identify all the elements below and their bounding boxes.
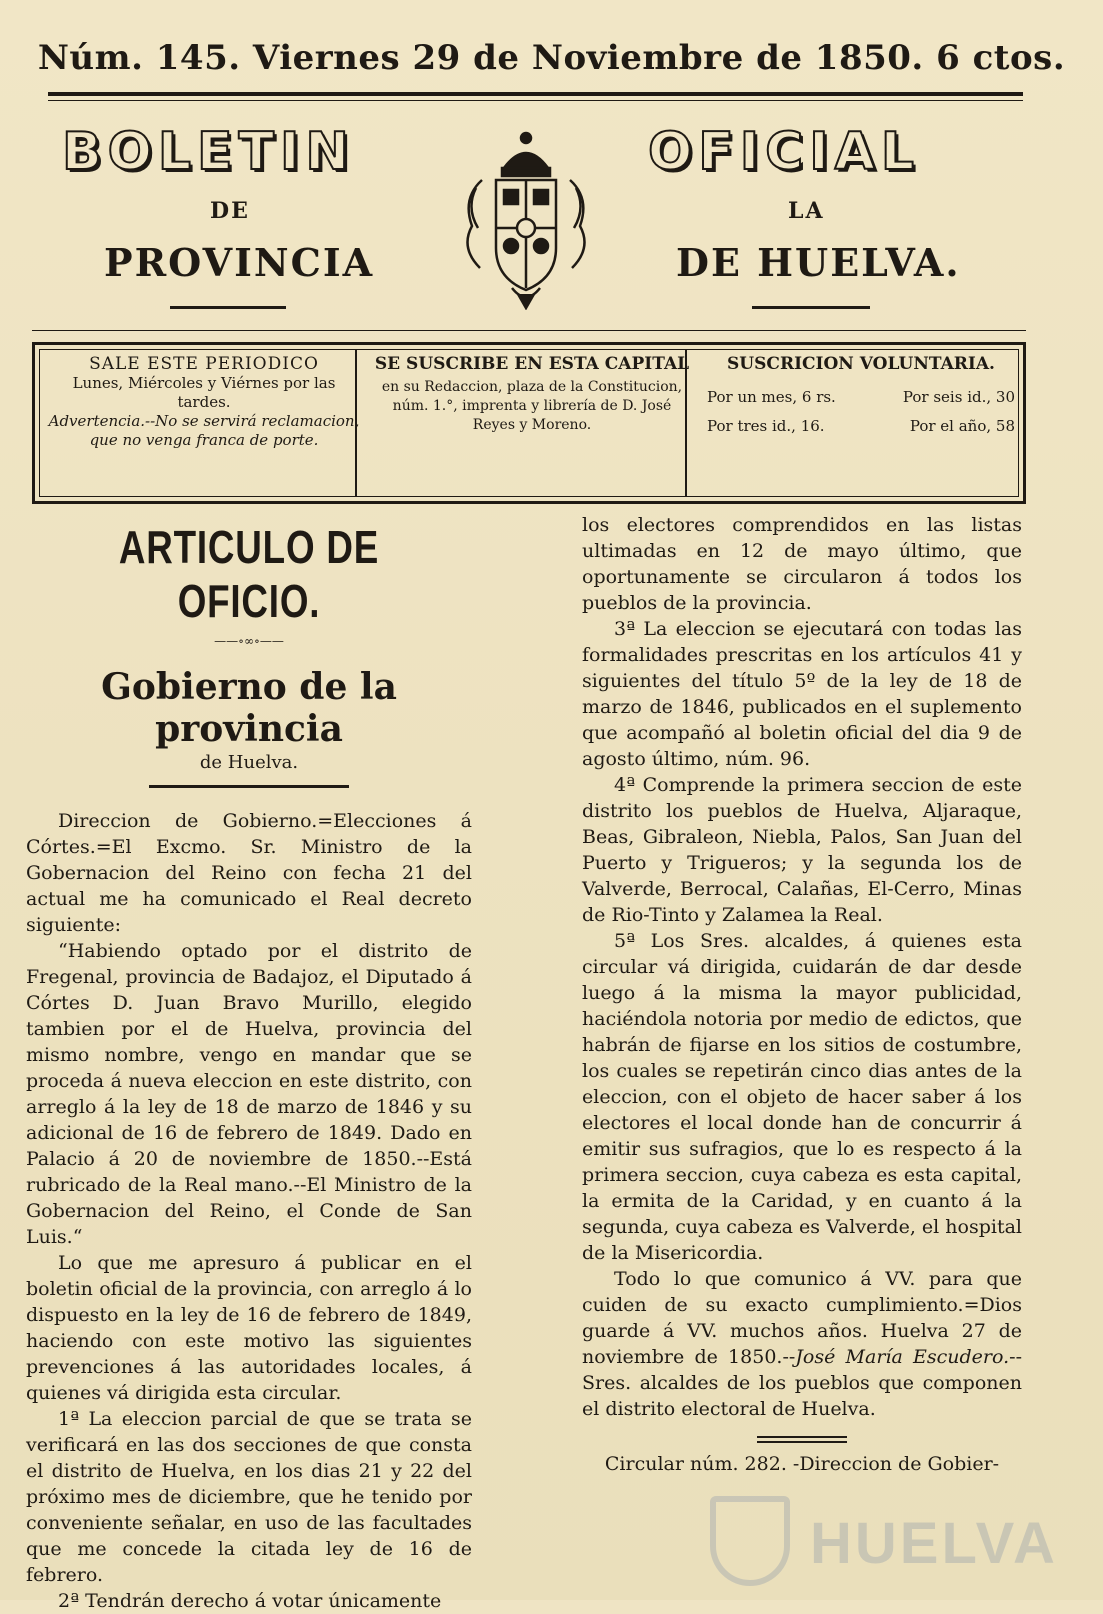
price-one-month: Por un mes, 6 rs. — [707, 388, 836, 406]
masthead-de-huelva: DE HUELVA. — [676, 240, 961, 285]
paragraph: 5ª Los Sres. alcaldes, á quienes esta circular vá dirigida, cuidarán de dar desde luego á la misma la mayor publicidad, haciéndola notoria por medio de edictos, que habrán de fijarse en los sitios de costumbre, los cuales se repetirán cinco dias antes de la eleccion, con el objeto de hacer saber á los electores el local donde han de concurrir á emitir sus sufragios, que lo es respecto á la primera seccion, cuya cabeza es esta capital, la ermita de la Caridad, y en cuanto á la segunda, cuya cabeza es Valverde, el hospital de la Misericordia. — [582, 930, 1022, 1264]
paragraph: 2ª Tendrán derecho á votar únicamente — [58, 1590, 442, 1612]
signature: José María Escudero. — [795, 1346, 1010, 1368]
price-one-year: Por el año, 58 — [909, 417, 1015, 435]
paragraph: “Habiendo optado por el distrito de Fregenal, provincia de Badajoz, el Diputado á Córtes D. Juan Bravo Murillo, elegido tambien por el de Huelva, provincia del mismo nombre, vengo en mandar que se proceda á nueva eleccion en este distrito, con arreglo á la ley de 18 de marzo de 1846 y su adicional de 16 de febrero de 1849. Dado en Palacio á 20 de noviembre de 1850.--Está rubricado de la Real mano.--El Ministro de la Gobernacion del Reino, el Conde de San Luis.“ — [26, 940, 472, 1248]
archive-watermark — [700, 1492, 1058, 1592]
advertencia-label: Advertencia. — [48, 412, 146, 430]
subscription-heading: SE SUSCRIBE EN ESTA CAPITAL — [374, 354, 690, 374]
article-column-right — [582, 512, 1022, 1477]
section-divider — [149, 785, 349, 788]
masthead-word-boletin: BOLETIN — [62, 122, 355, 182]
paragraph: Lo que me apresuro á publicar en el boletin oficial de la provincia, con arreglo á lo dispuesto en la ley de 16 de febrero de 1849, haciendo con este motivo las siguientes prevenciones á las autoridades locales, á quienes vá dirigida esta circular. — [26, 1252, 472, 1404]
masthead-de: DE — [210, 198, 250, 224]
paragraph: Direccion de Gobierno.=Elecciones á Córtes.=El Excmo. Sr. Ministro de la Gobernacion del Reino con fecha 21 del actual me ha comunicado el Real decreto siguiente: — [26, 810, 472, 936]
masthead-word-oficial: OFICIAL — [648, 122, 920, 182]
government-subtitle: de Huelva. — [199, 752, 299, 773]
next-circular-heading: Circular núm. 282. -Direccion de Gobier- — [604, 1453, 1000, 1475]
watermark-text: HUELVA — [810, 1511, 1058, 1576]
paragraph: 4ª Comprende la primera seccion de este distrito los pueblos de Huelva, Aljaraque, Beas, Gibraleon, Niebla, Palos, San Juan del Puerto y Trigueros; y la segunda los de Valverde, Berrocal, Calañas, El-Cerro, Minas de Rio-Tinto y Zalamea la Real. — [582, 774, 1022, 926]
advertencia-note — [45, 412, 363, 450]
schedule-heading: SALE ESTE PERIODICO — [89, 354, 319, 374]
masthead-la: LA — [788, 198, 825, 224]
watermark-shield-icon — [710, 1496, 790, 1586]
closing-paragraph — [582, 1266, 1022, 1422]
publication-schedule — [45, 355, 363, 493]
article-column-left — [26, 512, 472, 1614]
price-three-months: Por tres id., 16. — [707, 417, 825, 435]
header-rule-thick — [48, 92, 1023, 96]
masthead-bottom-rule — [32, 330, 1026, 331]
header-rule-thin — [48, 100, 1023, 101]
royal-coat-of-arms-icon — [452, 128, 600, 310]
subscription-address: en su Redaccion, plaza de la Constitucion, núm. 1.°, imprenta y librería de D. José Reyes y Moreno. — [381, 379, 683, 433]
masthead-underline-left — [170, 306, 286, 309]
closing-recipients: --Sres. alcaldes de los pueblos que componen el distrito electoral de Huelva. — [582, 1346, 1022, 1420]
prices-row-2 — [703, 417, 1019, 436]
section-title: ARTICULO DE OFICIO. — [118, 521, 380, 627]
subscription-prices — [703, 355, 1019, 493]
paragraph: 1ª La eleccion parcial de que se trata se verificará en las dos secciones de que consta el distrito de Huelva, en los dias 21 y 22 del próximo mes de diciembre, que he tenido por conveniente señalar, en uso de las facultades que me concede la citada ley de 16 de febrero. — [26, 1408, 472, 1586]
masthead-underline-right — [752, 306, 870, 309]
subscription-location — [373, 355, 691, 493]
closing-text: Todo lo que comunico á VV. para que cuiden de su exacto cumplimiento.=Dios guarde á VV. muchos años. Huelva 27 de noviembre de 1850.-- — [582, 1268, 1022, 1368]
schedule-days: Lunes, Miércoles y Viérnes por las tardes. — [72, 374, 336, 411]
issue-dateline: Núm. 145. Viernes 29 de Noviembre de 1850. 6 ctos. — [37, 38, 1066, 78]
masthead-provincia: PROVINCIA — [104, 240, 375, 285]
subscription-info-box — [32, 342, 1026, 504]
price-six-months: Por seis id., 30 — [902, 388, 1015, 406]
double-rule-divider — [757, 1436, 847, 1443]
title-ornament: ——∘∞∘—— — [214, 634, 284, 648]
prices-row-1 — [703, 388, 1019, 407]
paragraph: 3ª La eleccion se ejecutará con todas las formalidades prescritas en los artículos 41 y siguientes del título 5º de la ley de 18 de marzo de 1846, publicados en el suplemento que acompañó al boletin oficial del dia 9 de agosto último, núm. 96. — [582, 618, 1022, 770]
prices-heading: SUSCRICION VOLUNTARIA. — [727, 354, 995, 374]
paragraph: los electores comprendidos en las listas ultimadas en 12 de mayo último, que oportunamente se circularon á todos los pueblos de la provincia. — [582, 514, 1022, 614]
government-title: Gobierno de la provincia — [101, 666, 397, 750]
advertencia-text: --No se servirá reclamacion, que no venga franca de porte. — [89, 412, 360, 449]
